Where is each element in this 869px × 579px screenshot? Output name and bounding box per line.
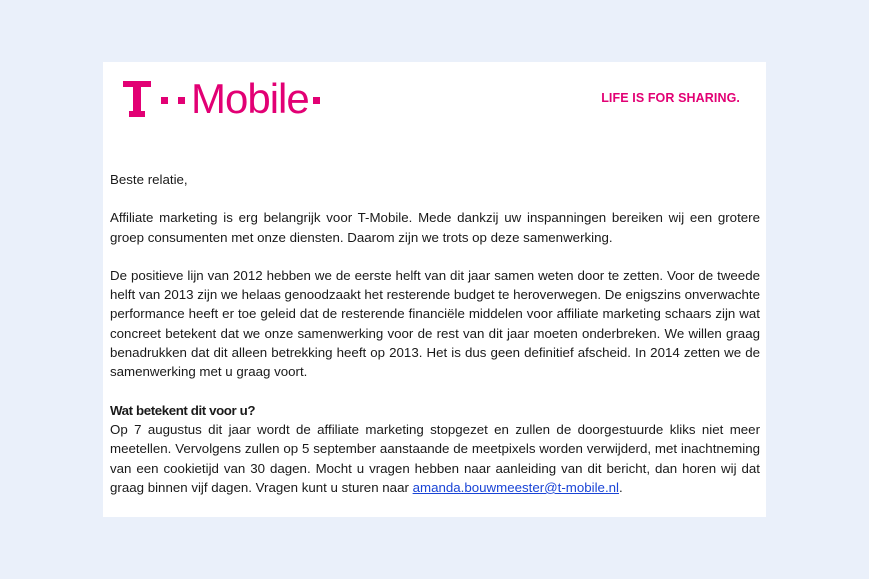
logo-dot-icon — [313, 97, 320, 104]
letter-body — [110, 170, 760, 497]
logo-dot-icon — [178, 97, 185, 104]
paragraph-details-text: Op 7 augustus dit jaar wordt de affiliate marketing stopgezet en zullen de doorgestuurde kliks niet meer meetellen. Vervolgens zullen op 5 september aanstaande de meetpixels worden verwijderd, met inachtneming van een cookietijd van 30 dagen. Mocht u vragen hebben naar aanleiding van dit bericht, dan horen wij dat graag binnen vijf dagen. Vragen kunt u sturen naar — [110, 421, 760, 495]
closing-punctuation: . — [619, 479, 623, 495]
t-mobile-logo — [123, 73, 320, 123]
paragraph-details — [110, 420, 760, 497]
email-link[interactable]: amanda.bouwmeester@t-mobile.nl — [412, 479, 619, 495]
logo-wordmark: Mobile — [191, 75, 309, 122]
letter-card — [103, 62, 766, 517]
paragraph-budget: De positieve lijn van 2012 hebben we de eerste helft van dit jaar samen weten door te zetten. Voor de tweede helft van 2013 zijn we helaas genoodzaakt het resterende budget te heroverwegen. De enigszins onverwachte performance heeft er toe geleid dat de resterende financiële middelen voor affiliate marketing schaars zijn wat concreet betekent dat we onze samenwerking voor de rest van dit jaar moeten onderbreken. We willen graag benadrukken dat dit alleen betrekking heeft op 2013. Het is dus geen definitief afscheid. In 2014 zetten we de samenwerking met u graag voort. — [110, 267, 760, 380]
salutation: Beste relatie, — [110, 172, 188, 187]
logo-dot-icon — [161, 97, 168, 104]
logo-dots — [161, 97, 185, 104]
logo-t-mark-icon — [123, 78, 151, 118]
paragraph-intro: Affiliate marketing is erg belangrijk voor T-Mobile. Mede dankzij uw inspanningen bereiken wij een grotere groep consumenten met onze diensten. Daarom zijn we trots op deze samenwerking. — [110, 210, 760, 245]
section-heading: Wat betekent dit voor u? — [110, 402, 256, 418]
brand-tagline: LIFE IS FOR SHARING. — [601, 91, 740, 105]
